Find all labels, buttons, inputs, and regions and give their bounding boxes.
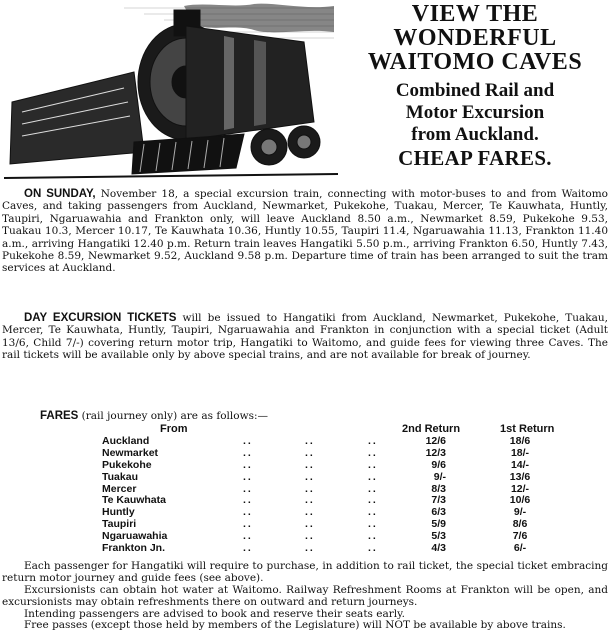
leader-dots: .. bbox=[305, 530, 315, 543]
subhead-from-auckland: from Auckland. bbox=[411, 124, 539, 145]
leader-dots: .. bbox=[368, 458, 378, 471]
fares-intro: (rail journey only) are as follows:— bbox=[78, 410, 268, 422]
leader-dots: .. bbox=[305, 446, 315, 459]
fare-station: Frankton Jn. bbox=[102, 542, 166, 555]
leader-dots: .. bbox=[368, 446, 378, 459]
cheap-fares-heading: CHEAP FARES. bbox=[398, 146, 552, 170]
leader-dots: .. bbox=[368, 494, 378, 507]
leader-dots: .. bbox=[305, 542, 315, 555]
fare-row bbox=[0, 543, 616, 555]
intro-text: November 18, a special excursion train, connecting with motor-buses to and from Waitomo Caves, and taking passengers from Auckland, Newmarket, Pukekohe, Tuakau, Mercer, Te Kauwhata, Huntly, Taupiri, Ngaruawahia and Frankton only, will leave Auckland 8.50 a.m., Newmarket 8.59, Pukekohe 9.53, Tuakau 10.3, Mercer 10.17, Te Kauwhata 10.36, Huntly 10.55, Taupiri 11.4, Ngaruawahia 11.13, Frankton 11.40 a.m., arriving Hangatiki 12.40 p.m. Return train leaves Hangatiki 5.50 p.m., arriving Frankton 6.50, Huntly 7.43, Pukekohe 8.59, Newmarket 9.52, Auckland 9.58 p.m. Departure time of train has been arranged to suit the tram services at Auckland. bbox=[2, 188, 609, 275]
leader-dots: .. bbox=[305, 506, 315, 519]
fare-station: Taupiri bbox=[102, 518, 137, 531]
col-second-return-header: 2nd Return bbox=[402, 423, 461, 435]
fare-first-return: 13/6 bbox=[509, 470, 531, 483]
subhead-combined: Combined Rail and bbox=[395, 80, 555, 101]
tickets-text: will be issued to Hangatiki from Auckland, Newmarket, Pukekohe, Tuakau, Mercer, Te Kauwhata, Huntly, Taupiri, Ngaruawahia and Frankton in conjunction with a special ticket (Adult 13/6, Child 7/-) covering return motor trip, Hangatiki to Waitomo, and guide fees for viewing three Caves. The rail tickets will be available only by above special trains, and are not available for break of journey. bbox=[2, 312, 608, 362]
leader-dots: .. bbox=[368, 530, 378, 543]
intro-lead: ON SUNDAY, bbox=[24, 188, 96, 200]
fare-row bbox=[0, 448, 616, 460]
leader-dots: .. bbox=[305, 458, 315, 471]
fares-heading bbox=[40, 410, 268, 422]
fare-first-return: 12/- bbox=[510, 482, 530, 495]
leader-dots: .. bbox=[243, 542, 253, 555]
leader-dots: .. bbox=[305, 482, 315, 495]
leader-dots: .. bbox=[243, 494, 253, 507]
leader-dots: .. bbox=[243, 518, 253, 531]
fare-first-return: 10/6 bbox=[509, 494, 531, 507]
leader-dots: .. bbox=[243, 530, 253, 543]
leader-dots: .. bbox=[243, 482, 253, 495]
fare-first-return: 18/- bbox=[510, 446, 530, 459]
fare-second-return: 6/3 bbox=[431, 506, 446, 519]
fares-lead: FARES bbox=[40, 410, 79, 422]
steam-locomotive-illustration bbox=[4, 2, 338, 182]
locomotive-icon bbox=[4, 4, 338, 178]
fares-table bbox=[0, 436, 616, 555]
headline-view-the: VIEW THE bbox=[411, 1, 539, 27]
fare-first-return: 14/- bbox=[510, 458, 530, 471]
fare-station: Pukekohe bbox=[102, 458, 152, 471]
leader-dots: .. bbox=[368, 542, 378, 555]
leader-dots: .. bbox=[368, 435, 378, 447]
note-hot-water: Excursionists can obtain hot water at Waitomo. Railway Refreshment Rooms at Frankton will be open, and excursionists may obtain refreshments there on outward and return journeys. bbox=[2, 584, 608, 608]
fare-row bbox=[0, 460, 616, 472]
col-from-header: From bbox=[160, 423, 188, 435]
fare-row bbox=[0, 472, 616, 484]
fare-first-return: 9/- bbox=[513, 506, 527, 519]
tickets-paragraph bbox=[2, 312, 608, 362]
col-first-return-header: 1st Return bbox=[500, 423, 555, 435]
fare-second-return: 4/3 bbox=[431, 542, 446, 555]
leader-dots: .. bbox=[243, 435, 253, 447]
note-free-passes: Free passes (except those held by members of the Legislature) will NOT be available by above trains. bbox=[24, 619, 566, 631]
fare-second-return: 5/3 bbox=[431, 530, 446, 543]
leader-dots: .. bbox=[243, 458, 253, 471]
leader-dots: .. bbox=[368, 470, 378, 483]
fare-second-return: 12/6 bbox=[425, 435, 446, 447]
fare-second-return: 8/3 bbox=[431, 482, 446, 495]
fare-station: Ngaruawahia bbox=[102, 530, 168, 543]
fare-second-return: 7/3 bbox=[431, 494, 446, 507]
leader-dots: .. bbox=[243, 506, 253, 519]
leader-dots: .. bbox=[243, 446, 253, 459]
note-book-early: Intending passengers are advised to book and reserve their seats early. bbox=[24, 608, 405, 620]
headline-wonderful: WONDERFUL bbox=[393, 25, 557, 51]
leader-dots: .. bbox=[368, 518, 378, 531]
intro-paragraph bbox=[2, 188, 608, 275]
fare-station: Newmarket bbox=[102, 446, 159, 459]
fare-second-return: 12/3 bbox=[425, 446, 446, 459]
subhead-motor-excursion: Motor Excursion bbox=[405, 102, 545, 123]
fare-station: Huntly bbox=[102, 506, 135, 519]
leader-dots: .. bbox=[368, 482, 378, 495]
leader-dots: .. bbox=[368, 506, 378, 519]
fare-second-return: 5/9 bbox=[431, 518, 446, 531]
leader-dots: .. bbox=[305, 518, 315, 531]
fare-second-return: 9/- bbox=[433, 470, 446, 483]
headline-waitomo-caves: WAITOMO CAVES bbox=[367, 49, 583, 75]
fare-first-return: 6/- bbox=[513, 542, 527, 555]
leader-dots: .. bbox=[305, 494, 315, 507]
leader-dots: .. bbox=[305, 435, 315, 447]
headline-block bbox=[336, 2, 614, 170]
fare-first-return: 7/6 bbox=[512, 530, 528, 543]
note-passenger-purchase: Each passenger for Hangatiki will require to purchase, in addition to rail ticket, the special ticket embracing return motor journey and guide fees (see above). bbox=[2, 560, 608, 584]
leader-dots: .. bbox=[305, 470, 315, 483]
leader-dots: .. bbox=[243, 470, 253, 483]
fare-second-return: 9/6 bbox=[431, 458, 446, 471]
fare-station: Te Kauwhata bbox=[102, 494, 166, 507]
tickets-lead: DAY EXCURSION TICKETS bbox=[24, 312, 177, 324]
fare-station: Tuakau bbox=[102, 470, 138, 483]
fare-first-return: 18/6 bbox=[509, 435, 531, 447]
fare-first-return: 8/6 bbox=[512, 518, 528, 531]
fare-station: Mercer bbox=[102, 482, 137, 495]
fare-station: Auckland bbox=[102, 435, 150, 447]
